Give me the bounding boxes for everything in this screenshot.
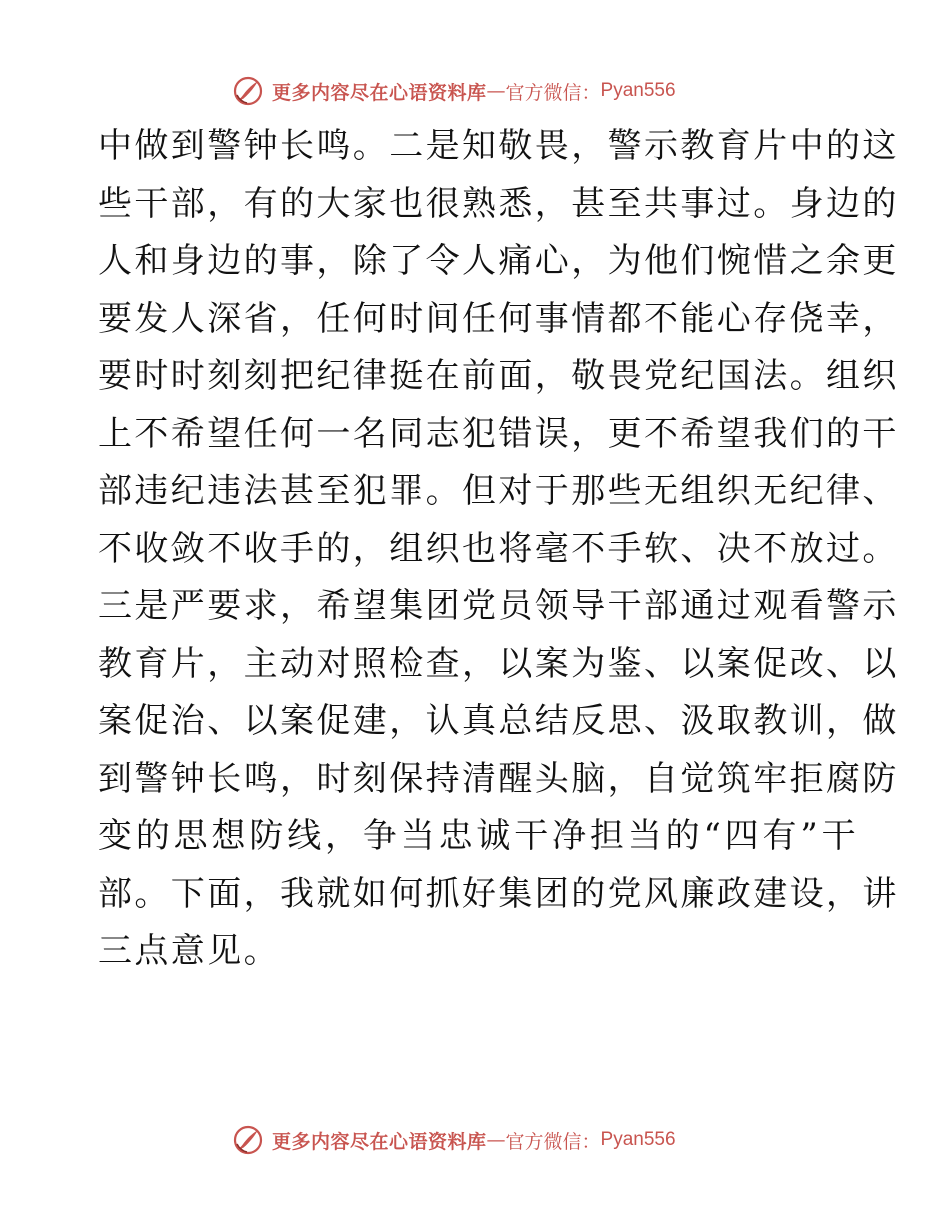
body-line: 教育片，主动对照检查，以案为鉴、以案促改、以 [98,643,899,684]
footer-banner [232,1122,732,1158]
body-line: 上不希望任何一名同志犯错误，更不希望我们的干 [98,413,899,454]
body-line: 三点意见。 [98,931,280,971]
body-line: 些干部，有的大家也很熟悉，甚至共事过。身边的 [98,183,899,224]
body-line: 中做到警钟长鸣。二是知敬畏，警示教育片中的这 [98,126,899,166]
quill-logo-icon [232,75,264,107]
body-line: 部。下面，我就如何抓好集团的党风廉政建设，讲 [98,873,899,914]
body-line: 不收敛不收手的，组织也将毫不手软、决不放过。 [98,528,899,569]
banner-contact-id: Pyan556 [600,1129,676,1150]
banner-contact-id: Pyan556 [600,80,676,101]
quill-logo-icon [232,1124,264,1156]
body-line: 人和身边的事，除了令人痛心，为他们惋惜之余更 [98,241,899,281]
body-line: 三是严要求，希望集团党员领导干部通过观看警示 [98,586,899,626]
body-line: 到警钟长鸣，时刻保持清醒头脑，自觉筑牢拒腐防 [98,758,899,799]
banner-contact-label: 官方微信： [505,1130,601,1153]
banner-separator: — [486,80,506,102]
body-line: 要发人深省，任何时间任何事情都不能心存侥幸， [98,298,899,339]
body-line: 变的思想防线，争当忠诚干净担当的“四有”干 [98,816,858,856]
header-banner [232,73,732,109]
body-line: 部违纪违法甚至犯罪。但对于那些无组织无纪律、 [98,471,899,511]
banner-title: 更多内容尽在心语资料库 [272,81,487,104]
body-line: 案促治、以案促建，认真总结反思、汲取教训，做 [98,701,899,741]
banner-title: 更多内容尽在心语资料库 [272,1130,487,1153]
banner-separator: — [486,1129,506,1151]
banner-contact-label: 官方微信： [505,81,601,104]
body-text [98,118,899,981]
body-line: 要时时刻刻把纪律挺在前面，敬畏党纪国法。组织 [98,356,899,396]
